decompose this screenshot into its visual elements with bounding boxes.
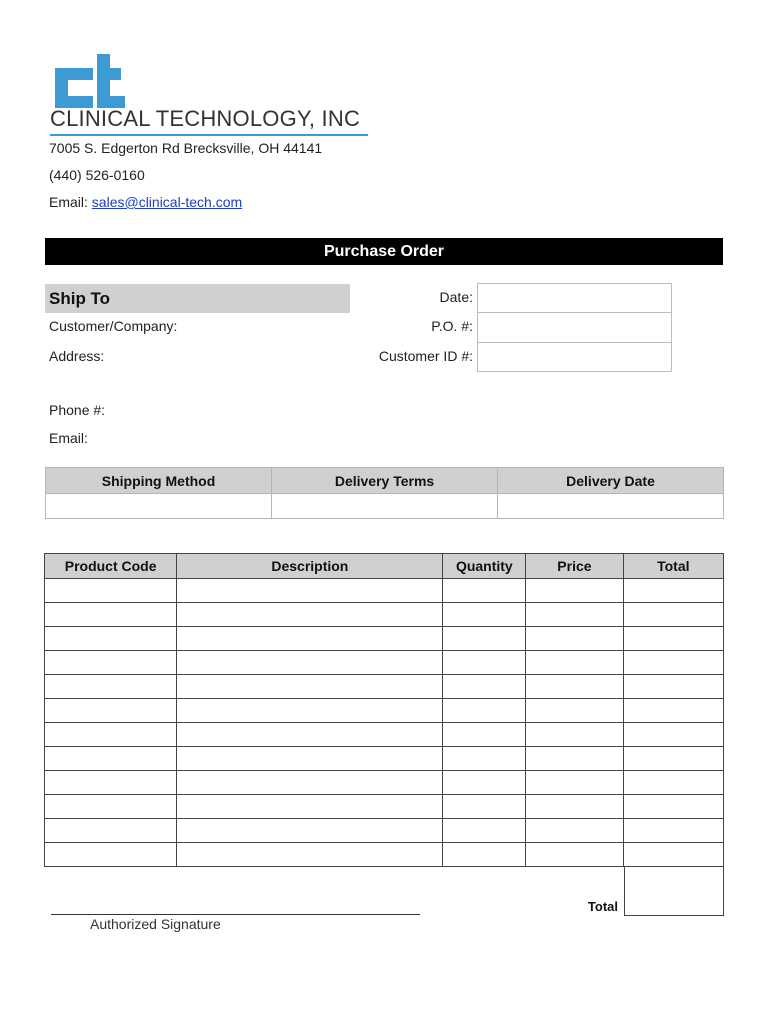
product-code-cell[interactable] [45, 579, 177, 603]
price-cell[interactable] [526, 843, 623, 867]
signature-label: Authorized Signature [90, 916, 221, 932]
line-total-cell[interactable] [623, 771, 723, 795]
table-row [45, 819, 724, 843]
price-cell[interactable] [526, 819, 623, 843]
quantity-cell[interactable] [443, 675, 526, 699]
product-code-cell[interactable] [45, 747, 177, 771]
description-header: Description [177, 554, 443, 579]
delivery-date-header: Delivery Date [498, 468, 724, 494]
line-total-cell[interactable] [623, 579, 723, 603]
line-total-cell[interactable] [623, 795, 723, 819]
total-header: Total [623, 554, 723, 579]
price-cell[interactable] [526, 603, 623, 627]
description-cell[interactable] [177, 747, 443, 771]
company-email-line [49, 194, 242, 210]
quantity-cell[interactable] [443, 699, 526, 723]
product-table [44, 553, 724, 867]
customer-company-label: Customer/Company: [49, 318, 178, 334]
table-row [45, 675, 724, 699]
signature-line[interactable] [51, 914, 420, 915]
company-divider [50, 134, 368, 136]
table-row [45, 651, 724, 675]
line-total-cell[interactable] [623, 843, 723, 867]
quantity-cell[interactable] [443, 579, 526, 603]
price-cell[interactable] [526, 771, 623, 795]
grand-total-field[interactable] [624, 866, 724, 916]
description-cell[interactable] [177, 627, 443, 651]
price-cell[interactable] [526, 747, 623, 771]
customer-id-field[interactable] [478, 343, 671, 372]
table-row [45, 843, 724, 867]
table-row [45, 771, 724, 795]
price-cell[interactable] [526, 627, 623, 651]
line-total-cell[interactable] [623, 819, 723, 843]
price-cell[interactable] [526, 795, 623, 819]
grand-total-label: Total [587, 899, 618, 914]
line-total-cell[interactable] [623, 675, 723, 699]
quantity-cell[interactable] [443, 603, 526, 627]
table-row [45, 603, 724, 627]
description-cell[interactable] [177, 699, 443, 723]
quantity-cell[interactable] [443, 819, 526, 843]
price-cell[interactable] [526, 699, 623, 723]
product-code-cell[interactable] [45, 843, 177, 867]
company-email-link[interactable]: sales@clinical-tech.com [91, 194, 243, 210]
product-code-cell[interactable] [45, 699, 177, 723]
line-total-cell[interactable] [623, 699, 723, 723]
address-label: Address: [49, 348, 105, 364]
product-code-cell[interactable] [45, 603, 177, 627]
price-cell[interactable] [526, 723, 623, 747]
price-cell[interactable] [526, 675, 623, 699]
po-number-field[interactable] [478, 313, 671, 342]
description-cell[interactable] [177, 819, 443, 843]
product-code-header: Product Code [45, 554, 177, 579]
line-total-cell[interactable] [623, 627, 723, 651]
line-total-cell[interactable] [623, 747, 723, 771]
table-row [45, 795, 724, 819]
date-field[interactable] [478, 284, 671, 313]
line-total-cell[interactable] [623, 723, 723, 747]
product-code-cell[interactable] [45, 675, 177, 699]
product-code-cell[interactable] [45, 723, 177, 747]
shipping-table [45, 467, 724, 519]
table-row [45, 579, 724, 603]
description-cell[interactable] [177, 843, 443, 867]
company-phone: (440) 526-0160 [49, 167, 145, 183]
date-label: Date: [439, 289, 473, 305]
quantity-cell[interactable] [443, 747, 526, 771]
company-email-label: Email: [49, 194, 88, 210]
table-row [45, 699, 724, 723]
order-meta-box [477, 283, 672, 372]
email-label: Email: [49, 430, 88, 446]
description-cell[interactable] [177, 771, 443, 795]
purchase-order-title: Purchase Order [45, 238, 723, 265]
quantity-cell[interactable] [443, 723, 526, 747]
table-row [45, 627, 724, 651]
ct-logo-icon [55, 54, 127, 108]
company-address: 7005 S. Edgerton Rd Brecksville, OH 44141 [49, 140, 323, 156]
description-cell[interactable] [177, 795, 443, 819]
price-cell[interactable] [526, 579, 623, 603]
product-table-body [45, 579, 724, 867]
delivery-date-cell[interactable] [498, 494, 724, 519]
shipping-method-cell[interactable] [46, 494, 272, 519]
phone-label: Phone #: [49, 402, 106, 418]
quantity-cell[interactable] [443, 651, 526, 675]
quantity-cell[interactable] [443, 843, 526, 867]
quantity-header: Quantity [443, 554, 526, 579]
price-header: Price [526, 554, 623, 579]
table-row [45, 747, 724, 771]
po-number-label: P.O. #: [431, 318, 473, 334]
customer-id-label: Customer ID #: [378, 348, 473, 364]
description-cell[interactable] [177, 603, 443, 627]
ship-to-heading: Ship To [45, 284, 350, 313]
table-row [45, 723, 724, 747]
line-total-cell[interactable] [623, 651, 723, 675]
shipping-method-header: Shipping Method [46, 468, 272, 494]
company-name: CLINICAL TECHNOLOGY, INC [50, 106, 361, 131]
quantity-cell[interactable] [443, 627, 526, 651]
quantity-cell[interactable] [443, 771, 526, 795]
line-total-cell[interactable] [623, 603, 723, 627]
description-cell[interactable] [177, 651, 443, 675]
product-code-cell[interactable] [45, 627, 177, 651]
description-cell[interactable] [177, 723, 443, 747]
price-cell[interactable] [526, 651, 623, 675]
product-code-cell[interactable] [45, 651, 177, 675]
description-cell[interactable] [177, 579, 443, 603]
product-code-cell[interactable] [45, 795, 177, 819]
quantity-cell[interactable] [443, 795, 526, 819]
product-code-cell[interactable] [45, 771, 177, 795]
delivery-terms-header: Delivery Terms [272, 468, 498, 494]
delivery-terms-cell[interactable] [272, 494, 498, 519]
product-code-cell[interactable] [45, 819, 177, 843]
description-cell[interactable] [177, 675, 443, 699]
